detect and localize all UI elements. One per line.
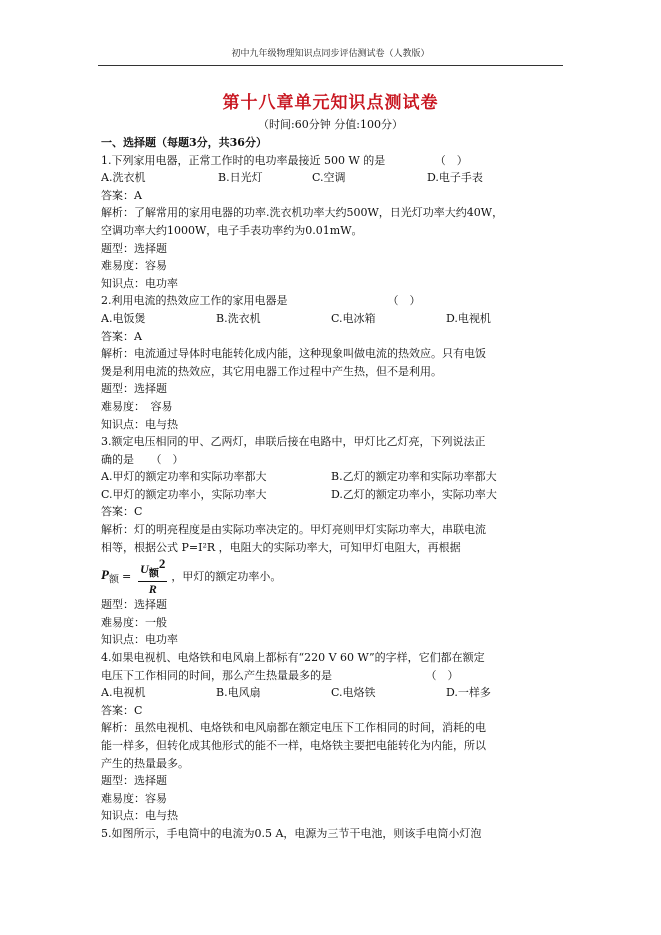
option-d: D.电视机 bbox=[446, 311, 491, 325]
option-d: D.乙灯的额定功率小，实际功率大 bbox=[331, 487, 497, 501]
difficulty: 难易度：一般 bbox=[101, 615, 167, 629]
analysis-line: 产生的热量最多。 bbox=[101, 756, 189, 770]
answer-paren: （ ） bbox=[387, 294, 421, 308]
question-stem: 4.如果电视机、电烙铁和电风扇上都标有“220 V 60 W”的字样，它们都在额定 bbox=[101, 651, 485, 665]
option-a: A.电视机 bbox=[101, 686, 146, 700]
section-heading: 一、选择题（每题3分，共36分） bbox=[101, 136, 267, 149]
question-stem: 5.如图所示，手电筒中的电流为0.5 A，电源为三节干电池，则该手电筒小灯泡 bbox=[101, 826, 482, 840]
formula-numerator: $U_额^2$ bbox=[138, 557, 167, 582]
question-stem bbox=[101, 292, 561, 310]
question-type: 题型：选择题 bbox=[101, 598, 167, 612]
formula-fraction bbox=[138, 557, 167, 596]
option-row bbox=[101, 684, 561, 702]
formula-tail: ，甲灯的额定功率小。 bbox=[171, 570, 282, 584]
option-c: C.电烙铁 bbox=[331, 686, 376, 700]
option-row bbox=[101, 169, 561, 187]
knowledge-point: 知识点：电功率 bbox=[101, 276, 178, 290]
analysis-line: 煲是利用电流的热效应，其它用电器工作过程中产生热，但不是利用。 bbox=[101, 364, 442, 378]
formula-lhs: $P_额$ bbox=[101, 566, 119, 586]
answer: 答案：A bbox=[101, 329, 142, 343]
option-a: A.洗衣机 bbox=[101, 171, 146, 185]
answer: 答案：A bbox=[101, 188, 142, 202]
analysis-line: 解析：电流通过导体时电能转化成内能，这种现象叫做电流的热效应。只有电饭 bbox=[101, 347, 486, 361]
option-c: C.空调 bbox=[312, 171, 346, 185]
question-stem: 1.下列家用电器，正常工作时的电功率最接近 500 W 的是 （ ） bbox=[101, 153, 468, 167]
option-c: C.甲灯的额定功率小，实际功率大 bbox=[101, 487, 267, 501]
rated-power-formula: $P_额$ = $\frac{U_额^2}{R}$ ，甲灯的额定功率小。 bbox=[101, 555, 282, 596]
page-title: 第十八章单元知识点测试卷 bbox=[222, 93, 439, 113]
question-type: 题型：选择题 bbox=[101, 382, 167, 396]
question-stem: 3.额定电压相同的甲、乙两灯，串联后接在电路中，甲灯比乙灯亮，下列说法正 bbox=[101, 435, 486, 449]
stem-text: 2.利用电流的热效应工作的家用电器是 bbox=[101, 294, 288, 308]
answer: 答案：C bbox=[101, 505, 143, 519]
question-content bbox=[101, 134, 561, 843]
question-type: 题型：选择题 bbox=[101, 241, 167, 255]
option-b: B.日光灯 bbox=[218, 171, 263, 185]
option-d: D.电子手表 bbox=[427, 171, 483, 185]
option-d: D.一样多 bbox=[446, 686, 491, 700]
knowledge-point: 知识点：电与热 bbox=[101, 417, 178, 431]
option-c: C.电冰箱 bbox=[331, 311, 376, 325]
knowledge-point: 知识点：电与热 bbox=[101, 809, 178, 823]
option-a: A.甲灯的额定功率和实际功率都大 bbox=[101, 470, 267, 484]
analysis-line: 空调功率大约1000W，电子手表功率约为0.01mW。 bbox=[101, 223, 363, 237]
difficulty: 难易度：容易 bbox=[101, 791, 167, 805]
option-a: A.电饭煲 bbox=[101, 311, 146, 325]
option-b: B.乙灯的额定功率和实际功率都大 bbox=[331, 470, 497, 484]
analysis-line: 解析：灯的明亮程度是由实际功率决定的。甲灯亮则甲灯实际功率大，串联电流 bbox=[101, 523, 486, 537]
exam-info: （时间:60分钟 分值:100分） bbox=[258, 118, 403, 131]
option-row bbox=[101, 486, 561, 504]
option-b: B.洗衣机 bbox=[216, 311, 261, 325]
formula-denominator: R bbox=[148, 581, 157, 596]
question-type: 题型：选择题 bbox=[101, 774, 167, 788]
analysis-line: 解析：虽然电视机、电烙铁和电风扇都在额定电压下工作相同的时间，消耗的电 bbox=[101, 721, 486, 735]
option-b: B.电风扇 bbox=[216, 686, 261, 700]
analysis-line: 相等，根据公式 P=I²R ，电阻大的实际功率大，可知甲灯电阻大，再根据 bbox=[101, 540, 461, 554]
answer: 答案：C bbox=[101, 703, 143, 717]
page-header: 初中九年级物理知识点同步评估测试卷（人教版） bbox=[98, 46, 563, 66]
question-stem: 电压下工作相同的时间，那么产生热量最多的是 （ ） bbox=[101, 668, 459, 682]
difficulty: 难易度： 容易 bbox=[101, 399, 173, 413]
option-row bbox=[101, 310, 561, 328]
difficulty: 难易度：容易 bbox=[101, 259, 167, 273]
analysis-line: 解析：了解常用的家用电器的功率.洗衣机功率大约500W，日光灯功率大约40W， bbox=[101, 206, 504, 220]
analysis-line: 能一样多，但转化成其他形式的能不一样，电烙铁主要把电能转化为内能，所以 bbox=[101, 739, 486, 752]
option-row bbox=[101, 468, 561, 486]
question-stem: 确的是 （ ） bbox=[101, 452, 184, 466]
knowledge-point: 知识点：电功率 bbox=[101, 633, 178, 647]
